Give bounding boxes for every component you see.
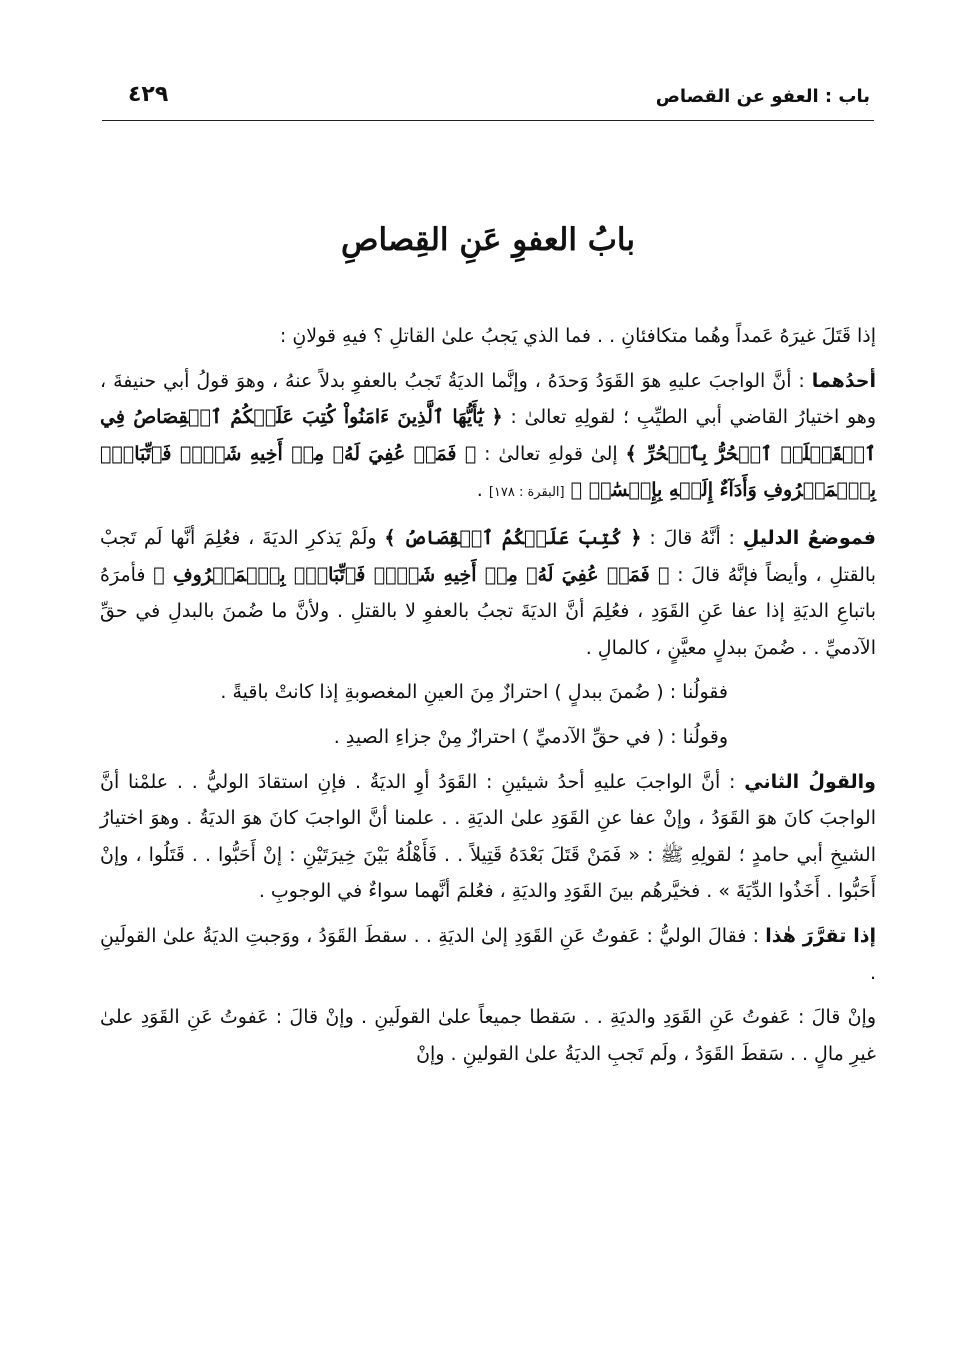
paragraph-text: إلىٰ قولهِ تعالىٰ :: [476, 442, 626, 465]
quran-verse: ﴿ كُتِبَ عَلَيۡكُمُ ٱلۡقِصَاصُ ﴾: [384, 526, 642, 549]
running-header: [102, 76, 874, 121]
first-opinion-heading: أحدُهما: [811, 369, 876, 392]
paragraph-text: فأمرَهُ باتباعِ الديَةِ إذا عفا عَنِ القَوَدِ ، فعُلِمَ أنَّ الديَةَ تجبُ بالعفوِ لا بالقتلِ . ولأنَّ ما ضُمنَ بالبدلِ في حقِّ الآدميِّ . . ضُمنَ ببدلٍ معيَّنٍ ، كالمالِ .: [100, 563, 876, 659]
paragraph-settled: [100, 918, 876, 991]
evidence-heading: فموضعُ الدليلِ: [742, 526, 877, 549]
paragraph-intro: إذا قَتَلَ غيرَهُ عَمداً وهُما متكافئانِ . . فما الذي يَجبُ علىٰ القاتلِ ؟ فيهِ قولانِ :: [279, 325, 876, 347]
paragraph-text: : أنَّ الواجبَ عليهِ هوَ القَوَدُ وَحدَهُ ، وإنَّما الديَةُ تَجبُ بالعفوِ بدلاً عنهُ ، وهوَ قولُ أبي حنيفةَ ، وهو اختيارُ القاضي أبي الطيِّبِ ؛ لقولِهِ تعالىٰ :: [100, 369, 876, 429]
chapter-title: بابُ العفوِ عَنِ القِصاصِ: [341, 222, 635, 258]
paragraph-text: : أنَّهُ قالَ :: [641, 526, 743, 549]
paragraph-first-opinion: [100, 363, 876, 512]
body-text: [100, 318, 876, 1080]
paragraph-text: .: [476, 479, 489, 502]
paragraph-text: : فقالَ الوليُّ : عَفوتُ عَنِ القَوَدِ إلىٰ الديَةِ . . سقطَ القَوَدُ ، ووَجبتِ الديَةُ علىٰ القولَينِ .: [100, 924, 876, 984]
paragraph-continued: وإنْ قالَ : عَفوتُ عَنِ القَوَدِ والديَةِ . . سَقطا جميعاً علىٰ القولَينِ . وإنْ قالَ : عَفوتُ عَنِ القَوَدِ علىٰ غيرِ مالٍ . . سَقطَ القَوَدُ ، ولَم تَجبِ الديَةُ علىٰ القولينِ . وإنْ: [100, 1006, 876, 1065]
paragraph-note-1: فقولُنا : ( ضُمنَ ببدلٍ ) احترازٌ مِنَ العينِ المغصوبةِ إذا كانتْ باقيةً .: [220, 681, 728, 704]
paragraph-note-2: وقولُنا : ( في حقِّ الآدميِّ ) احترازٌ مِنْ جزاءِ الصيدِ .: [333, 725, 728, 748]
second-opinion-heading: والقولُ الثاني: [744, 770, 876, 793]
paragraph-text: ولَمْ يَذكرِ الديَةَ ، فعُلِمَ أنَّها لَم تَجبْ بالقتلِ ، وأيضاً فإنَّهُ قالَ :: [100, 526, 876, 586]
quran-verse: ﴿ فَمَنۡ عُفِيَ لَهُۥ مِنۡ أَخِيهِ شَيۡءٞ فَٱتِّبَاعُۢ بِٱلۡمَعۡرُوفِ وَأَدَآءٌ إِلَيۡهِ بِإِحۡسَٰنٖ ﴾: [100, 442, 876, 502]
page-number: ٤٢٩: [128, 82, 169, 107]
paragraph-evidence: [100, 520, 876, 666]
settled-heading: إذا تقرَّرَ هٰذا: [765, 924, 876, 947]
quran-verse: ﴿ فَمَنۡ عُفِيَ لَهُۥ مِنۡ أَخِيهِ شَيۡءٞ فَٱتِّبَاعُۢ بِٱلۡمَعۡرُوفِ ﴾: [153, 563, 670, 586]
verse-reference: [البقرة : ١٧٨]: [488, 485, 565, 501]
paragraph-second-opinion: [100, 764, 876, 910]
running-header-title: باب : العفو عن القصاص: [655, 86, 870, 107]
quran-verse: ﴿ يَٰٓأَيُّهَا ٱلَّذِينَ ءَامَنُواْ كُتِبَ عَلَيۡكُمُ ٱلۡقِصَاصُ فِي ٱلۡقَتۡلَىۖ ٱلۡحُرُّ بِٱلۡحُرِّ ﴾: [100, 406, 876, 465]
paragraph-text: : أنَّ الواجبَ عليهِ أحدُ شيئينِ : القَوَدُ أوِ الديَةُ . فإنِ استقادَ الوليُّ . . علمْنا أنَّ الواجبَ كانَ هوَ القَوَدُ ، وإنْ عفا عنِ القَوَدِ علىٰ الديَةِ . . علمنا أنَّ الواجبَ كانَ هوَ الديَةُ . وهوَ اختيارُ الشيخِ أبي حامدٍ ؛ لقولِهِ ﷺ : « فَمَنْ قَتَلَ بَعْدَهُ قَتِيلاً . . فَأَهْلُهُ بَيْنَ خِيرَتَيْنِ : إنْ أَحَبُّوا . . قَتَلُوا ، وإنْ أَحَبُّوا . أَخَذُوا الدِّيَةَ » . فخيَّرهُم بينَ القَوَدِ والديَةِ ، فعُلمَ أنَّهما سواءٌ في الوجوبِ .: [100, 770, 876, 903]
